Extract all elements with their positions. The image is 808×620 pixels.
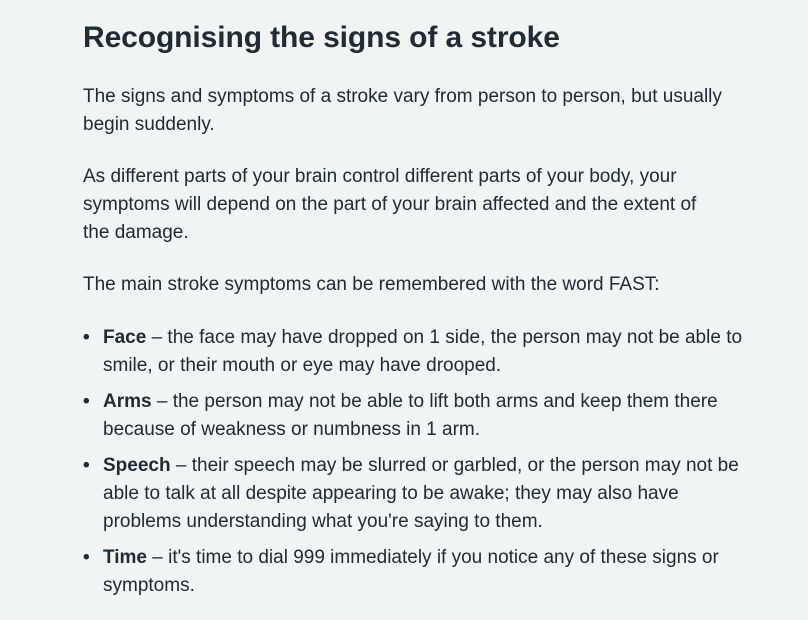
list-item-term: Time bbox=[103, 547, 148, 568]
list-item-arms bbox=[83, 388, 743, 444]
bullet-icon: • bbox=[83, 455, 90, 476]
list-item-text: – the person may not be able to lift both arms and keep them there because of weakness or numbness in 1 arm. bbox=[103, 391, 718, 440]
section-heading: Recognising the signs of a stroke bbox=[83, 21, 560, 54]
bullet-icon: • bbox=[83, 327, 90, 348]
bullet-icon: • bbox=[83, 547, 90, 568]
brain-paragraph: As different parts of your brain control different parts of your body, your symptoms will depend on the part of your brain affected and the extent of the damage. bbox=[83, 166, 697, 243]
list-item-term: Face bbox=[103, 327, 147, 348]
intro-paragraph: The signs and symptoms of a stroke vary from person to person, but usually begin suddenly. bbox=[83, 86, 722, 135]
list-item-face bbox=[83, 324, 743, 380]
list-item-text: – the face may have dropped on 1 side, the person may not be able to smile, or their mouth or eye may have drooped. bbox=[103, 327, 743, 376]
list-item-term: Arms bbox=[103, 391, 152, 412]
fast-intro-paragraph: The main stroke symptoms can be remembered with the word FAST: bbox=[83, 274, 660, 295]
list-item-speech bbox=[83, 452, 743, 536]
bullet-icon: • bbox=[83, 391, 90, 412]
list-item-term: Speech bbox=[103, 455, 171, 476]
fast-symptom-list bbox=[83, 324, 743, 600]
list-item-time bbox=[83, 544, 743, 600]
list-item-text: – it's time to dial 999 immediately if you notice any of these signs or symptoms. bbox=[103, 547, 719, 596]
list-item-text: – their speech may be slurred or garbled, or the person may not be able to talk at all despite appearing to be awake; they may also have problems understanding what you're saying to them. bbox=[103, 455, 739, 532]
